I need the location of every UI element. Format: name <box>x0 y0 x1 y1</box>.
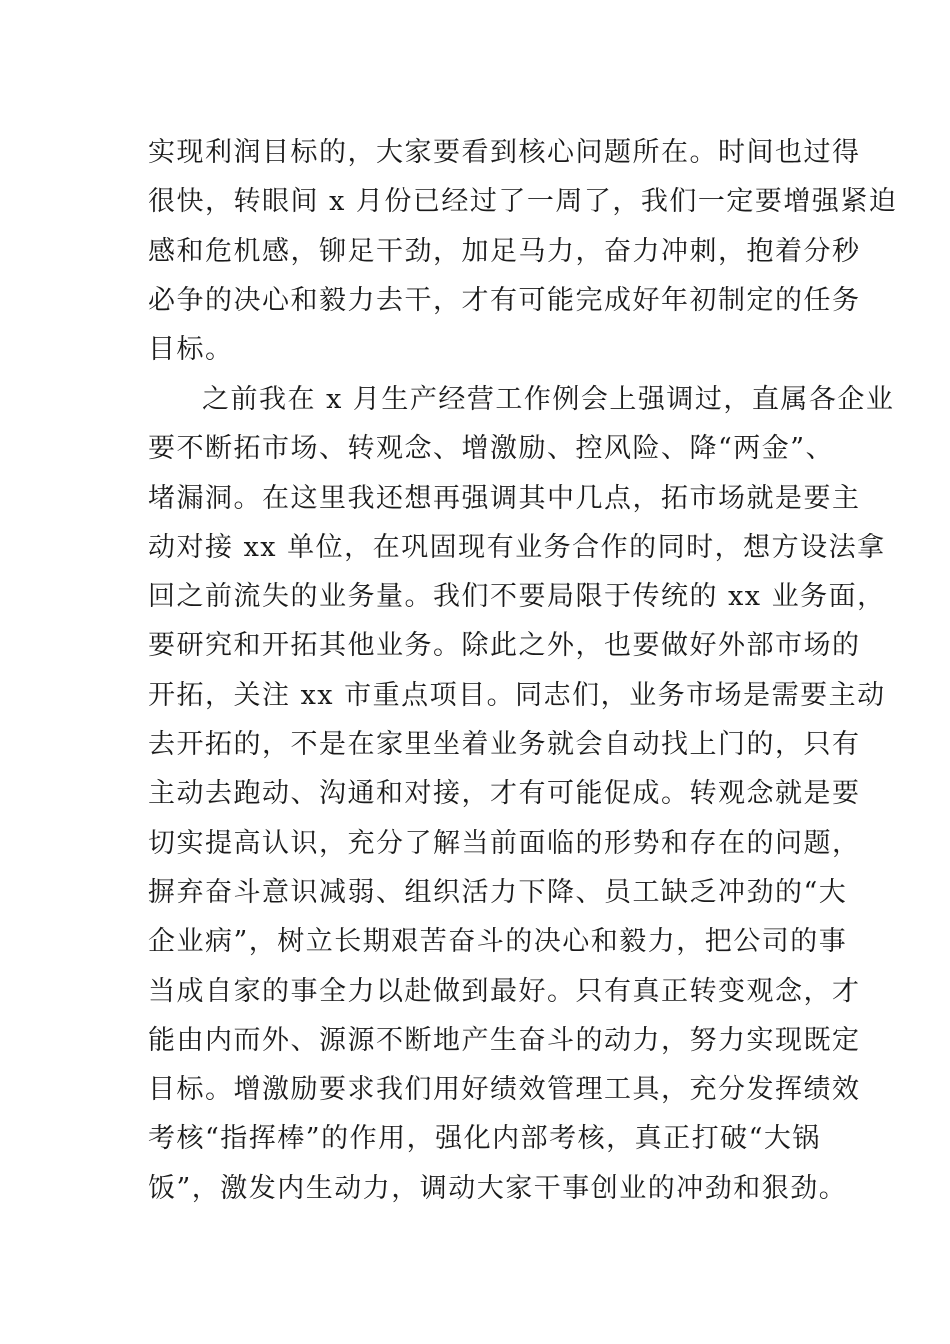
text-line: 之前我在 x 月生产经营工作例会上强调过，直属各企业 <box>202 384 895 415</box>
paragraph-1 <box>148 128 898 374</box>
text-line: 必争的决心和毅力去干，才有可能完成好年初制定的任务 <box>148 284 861 316</box>
text-line: 摒弃奋斗意识减弱、组织活力下降、员工缺乏冲劲的“大 <box>148 876 848 908</box>
text-line: 堵漏洞。在这里我还想再强调其中几点，拓市场就是要主 <box>148 482 861 514</box>
text-line: 回之前流失的业务量。我们不要局限于传统的 xx 业务面， <box>148 581 886 613</box>
text-line: 要不断拓市场、转观念、增激励、控风险、降“两金”、 <box>148 433 835 465</box>
text-line: 切实提高认识，充分了解当前面临的形势和存在的问题， <box>148 827 861 859</box>
text-line: 实现利润目标的，大家要看到核心问题所在。时间也过得 <box>148 137 861 168</box>
text-line: 感和危机感，铆足干劲，加足马力，奋力冲刺，抱着分秒 <box>148 235 861 267</box>
text-line: 去开拓的，不是在家里坐着业务就会自动找上门的，只有 <box>148 729 861 761</box>
text-line: 饭”，激发内生动力，调动大家干事创业的冲劲和狠劲。 <box>148 1172 848 1204</box>
text-line: 要研究和开拓其他业务。除此之外，也要做好外部市场的 <box>148 630 861 662</box>
text-line: 能由内而外、源源不断地产生奋斗的动力，努力实现既定 <box>148 1024 861 1056</box>
text-line: 当成自家的事全力以赴做到最好。只有真正转变观念，才 <box>148 975 861 1007</box>
text-line: 企业病”，树立长期艰苦奋斗的决心和毅力，把公司的事 <box>148 926 848 958</box>
text-line: 动对接 xx 单位，在巩固现有业务合作的同时，想方设法拿 <box>148 531 886 563</box>
text-line: 开拓，关注 xx 市重点项目。同志们，业务市场是需要主动 <box>148 679 886 711</box>
text-line: 很快，转眼间 x 月份已经过了一周了，我们一定要增强紧迫 <box>148 186 898 218</box>
text-line: 主动去跑动、沟通和对接，才有可能促成。转观念就是要 <box>148 778 861 810</box>
text-line: 目标。 <box>148 334 234 366</box>
text-line: 目标。增激励要求我们用好绩效管理工具，充分发挥绩效 <box>148 1074 861 1106</box>
paragraph-2 <box>148 375 895 1213</box>
text-line: 考核“指挥棒”的作用，强化内部考核，真正打破“大锅 <box>148 1123 821 1155</box>
